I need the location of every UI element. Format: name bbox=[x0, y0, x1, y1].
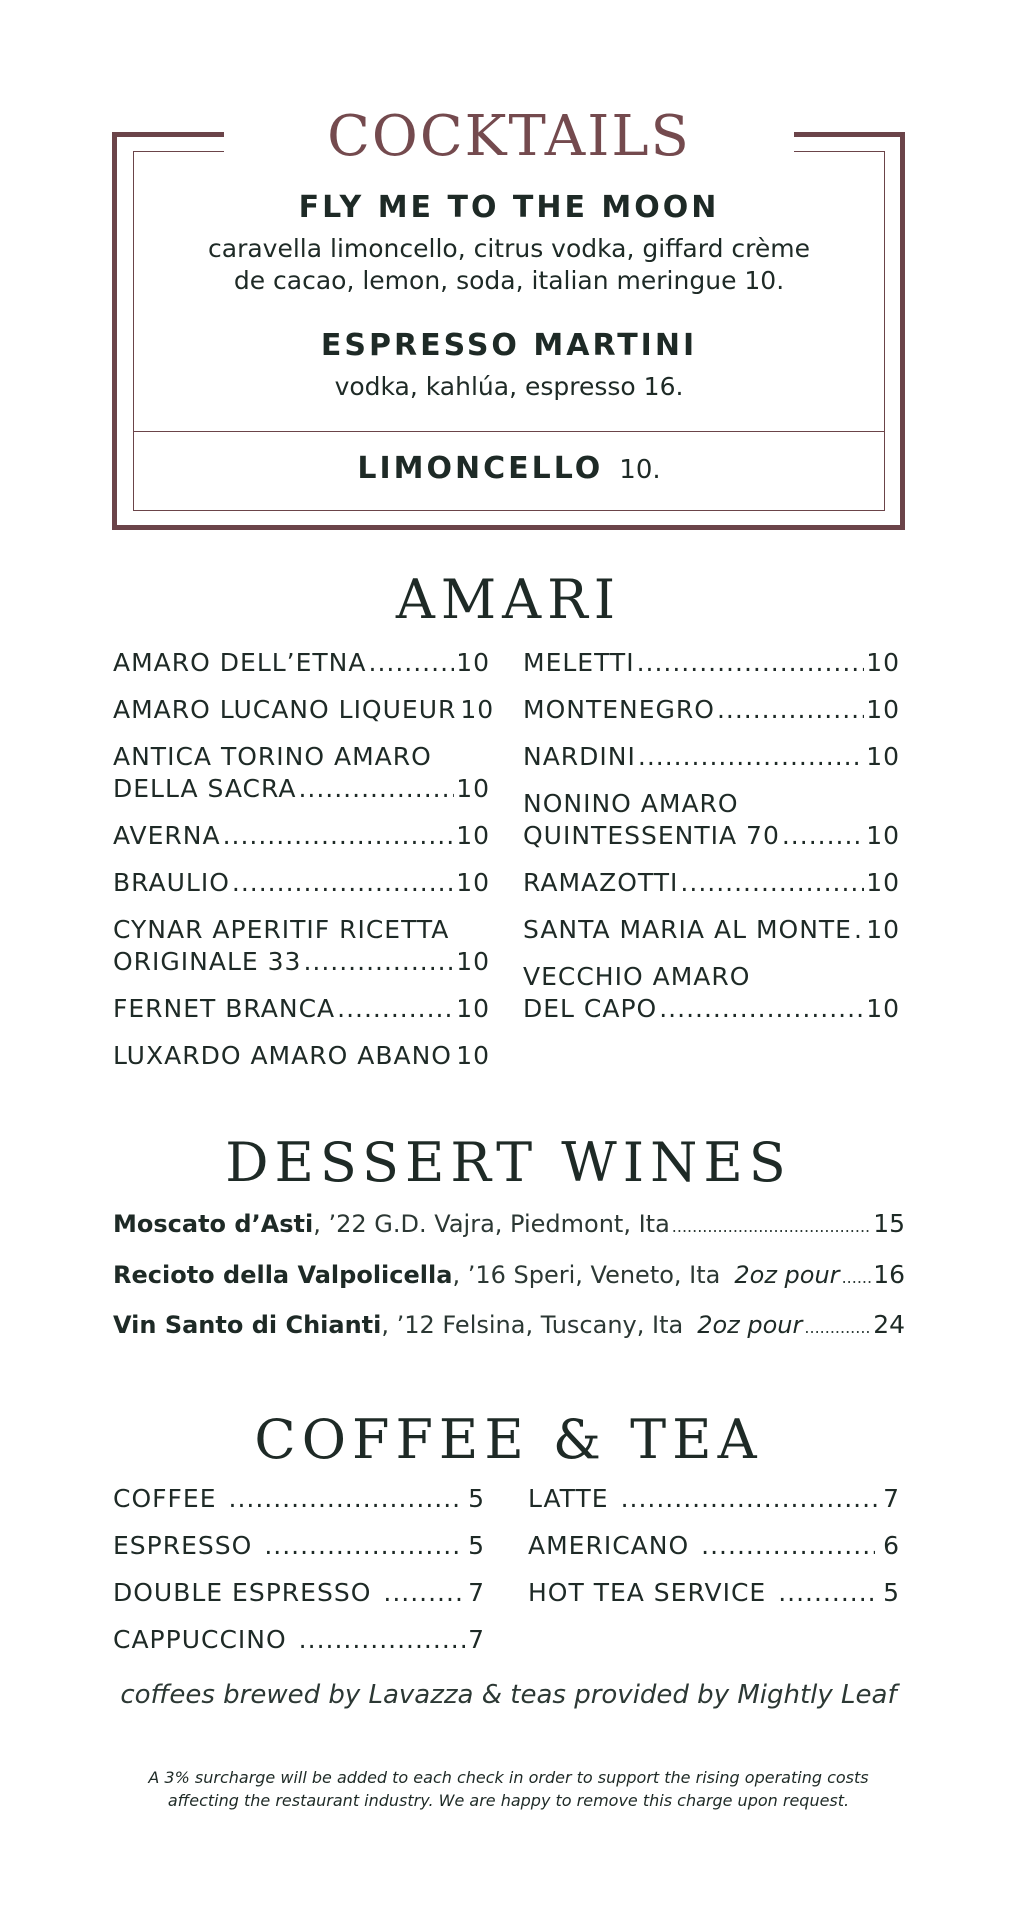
item-name: CAPPUCCINO bbox=[113, 1625, 287, 1654]
item-name: MONTENEGRO bbox=[523, 695, 715, 724]
leader-dots bbox=[232, 868, 454, 897]
wine-item bbox=[113, 1260, 905, 1289]
cocktails-divider bbox=[134, 431, 884, 432]
wine-item bbox=[113, 1209, 905, 1238]
menu-item bbox=[523, 742, 900, 771]
leader-dots bbox=[782, 821, 864, 850]
item-name-line1: ANTICA TORINO AMARO bbox=[113, 742, 432, 771]
item-price: 5 bbox=[468, 1484, 485, 1513]
wine-price: 16 bbox=[873, 1260, 905, 1289]
leader-dots bbox=[804, 1318, 871, 1337]
leader-dots bbox=[672, 1217, 871, 1236]
menu-item bbox=[523, 821, 900, 850]
menu-item bbox=[523, 915, 900, 944]
amari-title: AMARI bbox=[395, 568, 622, 631]
item-price: 10 bbox=[866, 994, 900, 1023]
item-price: 10 bbox=[456, 648, 490, 677]
item-name: LATTE bbox=[528, 1484, 609, 1513]
wine-item bbox=[113, 1310, 905, 1339]
menu-item bbox=[528, 1484, 900, 1513]
item-name: AVERNA bbox=[113, 821, 221, 850]
item-name: DEL CAPO bbox=[523, 994, 658, 1023]
menu-item bbox=[113, 868, 490, 897]
cocktail-name: FLY ME TO THE MOON bbox=[298, 190, 720, 225]
wine-detail: , ’12 Felsina, Tuscany, Ita bbox=[381, 1311, 684, 1339]
leader-dots bbox=[298, 774, 454, 803]
item-name: MELETTI bbox=[523, 648, 635, 677]
leader-dots bbox=[621, 1484, 882, 1513]
cocktail-description: caravella limoncello, citrus vodka, giffard crème bbox=[208, 234, 810, 263]
item-price: 10 bbox=[456, 1041, 490, 1070]
leader-dots bbox=[842, 1268, 872, 1287]
menu-item bbox=[523, 648, 900, 677]
limoncello-name: LIMONCELLO bbox=[357, 451, 604, 486]
leader-dots bbox=[701, 1531, 875, 1560]
menu-item bbox=[528, 1578, 900, 1607]
limoncello-item bbox=[134, 451, 884, 486]
item-price: 10 bbox=[456, 821, 490, 850]
leader-dots bbox=[637, 648, 865, 677]
item-name: AMARO LUCANO LIQUEUR bbox=[113, 695, 457, 724]
item-name: LUXARDO AMARO ABANO bbox=[113, 1041, 452, 1070]
wine-name: Vin Santo di Chianti bbox=[113, 1311, 382, 1339]
item-price: 10 bbox=[456, 774, 490, 803]
item-name: HOT TEA SERVICE bbox=[528, 1578, 767, 1607]
cocktail-name: ESPRESSO MARTINI bbox=[320, 328, 698, 363]
item-name: COFFEE bbox=[113, 1484, 217, 1513]
item-price: 10 bbox=[866, 648, 900, 677]
leader-dots bbox=[778, 1578, 875, 1607]
wine-price: 15 bbox=[873, 1209, 905, 1238]
item-price: 5 bbox=[468, 1531, 485, 1560]
menu-item bbox=[523, 868, 900, 897]
menu-item bbox=[113, 994, 490, 1023]
item-price: 10 bbox=[456, 947, 490, 976]
item-name: AMARO DELL’ETNA bbox=[113, 648, 367, 677]
leader-dots bbox=[383, 1578, 466, 1607]
item-price: 10 bbox=[460, 695, 495, 724]
menu-item bbox=[528, 1531, 900, 1560]
item-price: 7 bbox=[468, 1625, 485, 1654]
cocktail-description: de cacao, lemon, soda, italian meringue 10. bbox=[233, 266, 785, 295]
leader-dots bbox=[369, 648, 455, 677]
leader-dots bbox=[264, 1531, 460, 1560]
item-price: 7 bbox=[468, 1578, 485, 1607]
item-name: BRAULIO bbox=[113, 868, 230, 897]
menu-item bbox=[113, 947, 490, 976]
leader-dots bbox=[638, 742, 864, 771]
item-name: ORIGINALE 33 bbox=[113, 947, 302, 976]
item-name: ESPRESSO bbox=[113, 1531, 253, 1560]
wine-pour: 2oz pour bbox=[734, 1261, 840, 1289]
item-price: 10 bbox=[866, 868, 900, 897]
item-price: 10 bbox=[456, 994, 490, 1023]
item-name: FERNET BRANCA bbox=[113, 994, 336, 1023]
cocktail-description: vodka, kahlúa, espresso 16. bbox=[334, 372, 684, 401]
wine-detail: , ’22 G.D. Vajra, Piedmont, Ita bbox=[313, 1210, 670, 1238]
surcharge-notice-line1: A 3% surcharge will be added to each check in order to support the rising operating costs bbox=[148, 1768, 869, 1787]
leader-dots bbox=[680, 868, 864, 897]
menu-item bbox=[113, 695, 495, 724]
cocktails-title: COCKTAILS bbox=[327, 104, 691, 169]
item-price: 5 bbox=[883, 1578, 900, 1607]
surcharge-notice-line2: affecting the restaurant industry. We are happy to remove this charge upon request. bbox=[167, 1791, 850, 1810]
item-name-line1: VECCHIO AMARO bbox=[523, 962, 751, 991]
menu-item bbox=[523, 994, 900, 1023]
wine-price: 24 bbox=[873, 1310, 905, 1339]
menu-item bbox=[113, 648, 490, 677]
item-name: SANTA MARIA AL MONTE bbox=[523, 915, 852, 944]
item-name: DELLA SACRA bbox=[113, 774, 297, 803]
item-price: 6 bbox=[883, 1531, 900, 1560]
leader-dots bbox=[299, 1625, 466, 1654]
menu-item bbox=[113, 1531, 485, 1560]
item-name: AMERICANO bbox=[528, 1531, 690, 1560]
leader-dots bbox=[229, 1484, 461, 1513]
menu-item bbox=[113, 774, 490, 803]
leader-dots bbox=[223, 821, 455, 850]
menu-item bbox=[113, 1578, 485, 1607]
item-price: 10 bbox=[456, 868, 490, 897]
leader-dots bbox=[717, 695, 864, 724]
dessert-wines-title: DESSERT WINES bbox=[225, 1131, 792, 1194]
leader-dots bbox=[337, 994, 454, 1023]
menu-item bbox=[113, 821, 490, 850]
item-price: 10 bbox=[866, 742, 900, 771]
limoncello-price: 10. bbox=[619, 455, 661, 485]
item-name: DOUBLE ESPRESSO bbox=[113, 1578, 372, 1607]
coffee-tea-title: COFFEE & TEA bbox=[254, 1408, 763, 1471]
item-price: 10 bbox=[866, 821, 900, 850]
leader-dots bbox=[854, 915, 864, 944]
menu-item bbox=[113, 1625, 485, 1654]
item-name: RAMAZOTTI bbox=[523, 868, 679, 897]
wine-detail: , ’16 Speri, Veneto, Ita bbox=[452, 1261, 721, 1289]
item-name: QUINTESSENTIA 70 bbox=[523, 821, 780, 850]
item-name-line1: CYNAR APERITIF RICETTA bbox=[113, 915, 450, 944]
coffee-tea-note: coffees brewed by Lavazza & teas provided by Mightly Leaf bbox=[120, 1680, 897, 1710]
item-price: 7 bbox=[883, 1484, 900, 1513]
item-price: 10 bbox=[866, 695, 900, 724]
leader-dots bbox=[659, 994, 864, 1023]
wine-name: Moscato d’Asti bbox=[113, 1210, 314, 1238]
item-price: 10 bbox=[866, 915, 900, 944]
menu-item bbox=[113, 1484, 485, 1513]
item-name: NARDINI bbox=[523, 742, 636, 771]
wine-name: Recioto della Valpolicella bbox=[113, 1261, 453, 1289]
menu-item bbox=[523, 695, 900, 724]
menu-item bbox=[113, 1041, 490, 1070]
item-name-line1: NONINO AMARO bbox=[523, 789, 739, 818]
leader-dots bbox=[303, 947, 454, 976]
wine-pour: 2oz pour bbox=[697, 1311, 803, 1339]
